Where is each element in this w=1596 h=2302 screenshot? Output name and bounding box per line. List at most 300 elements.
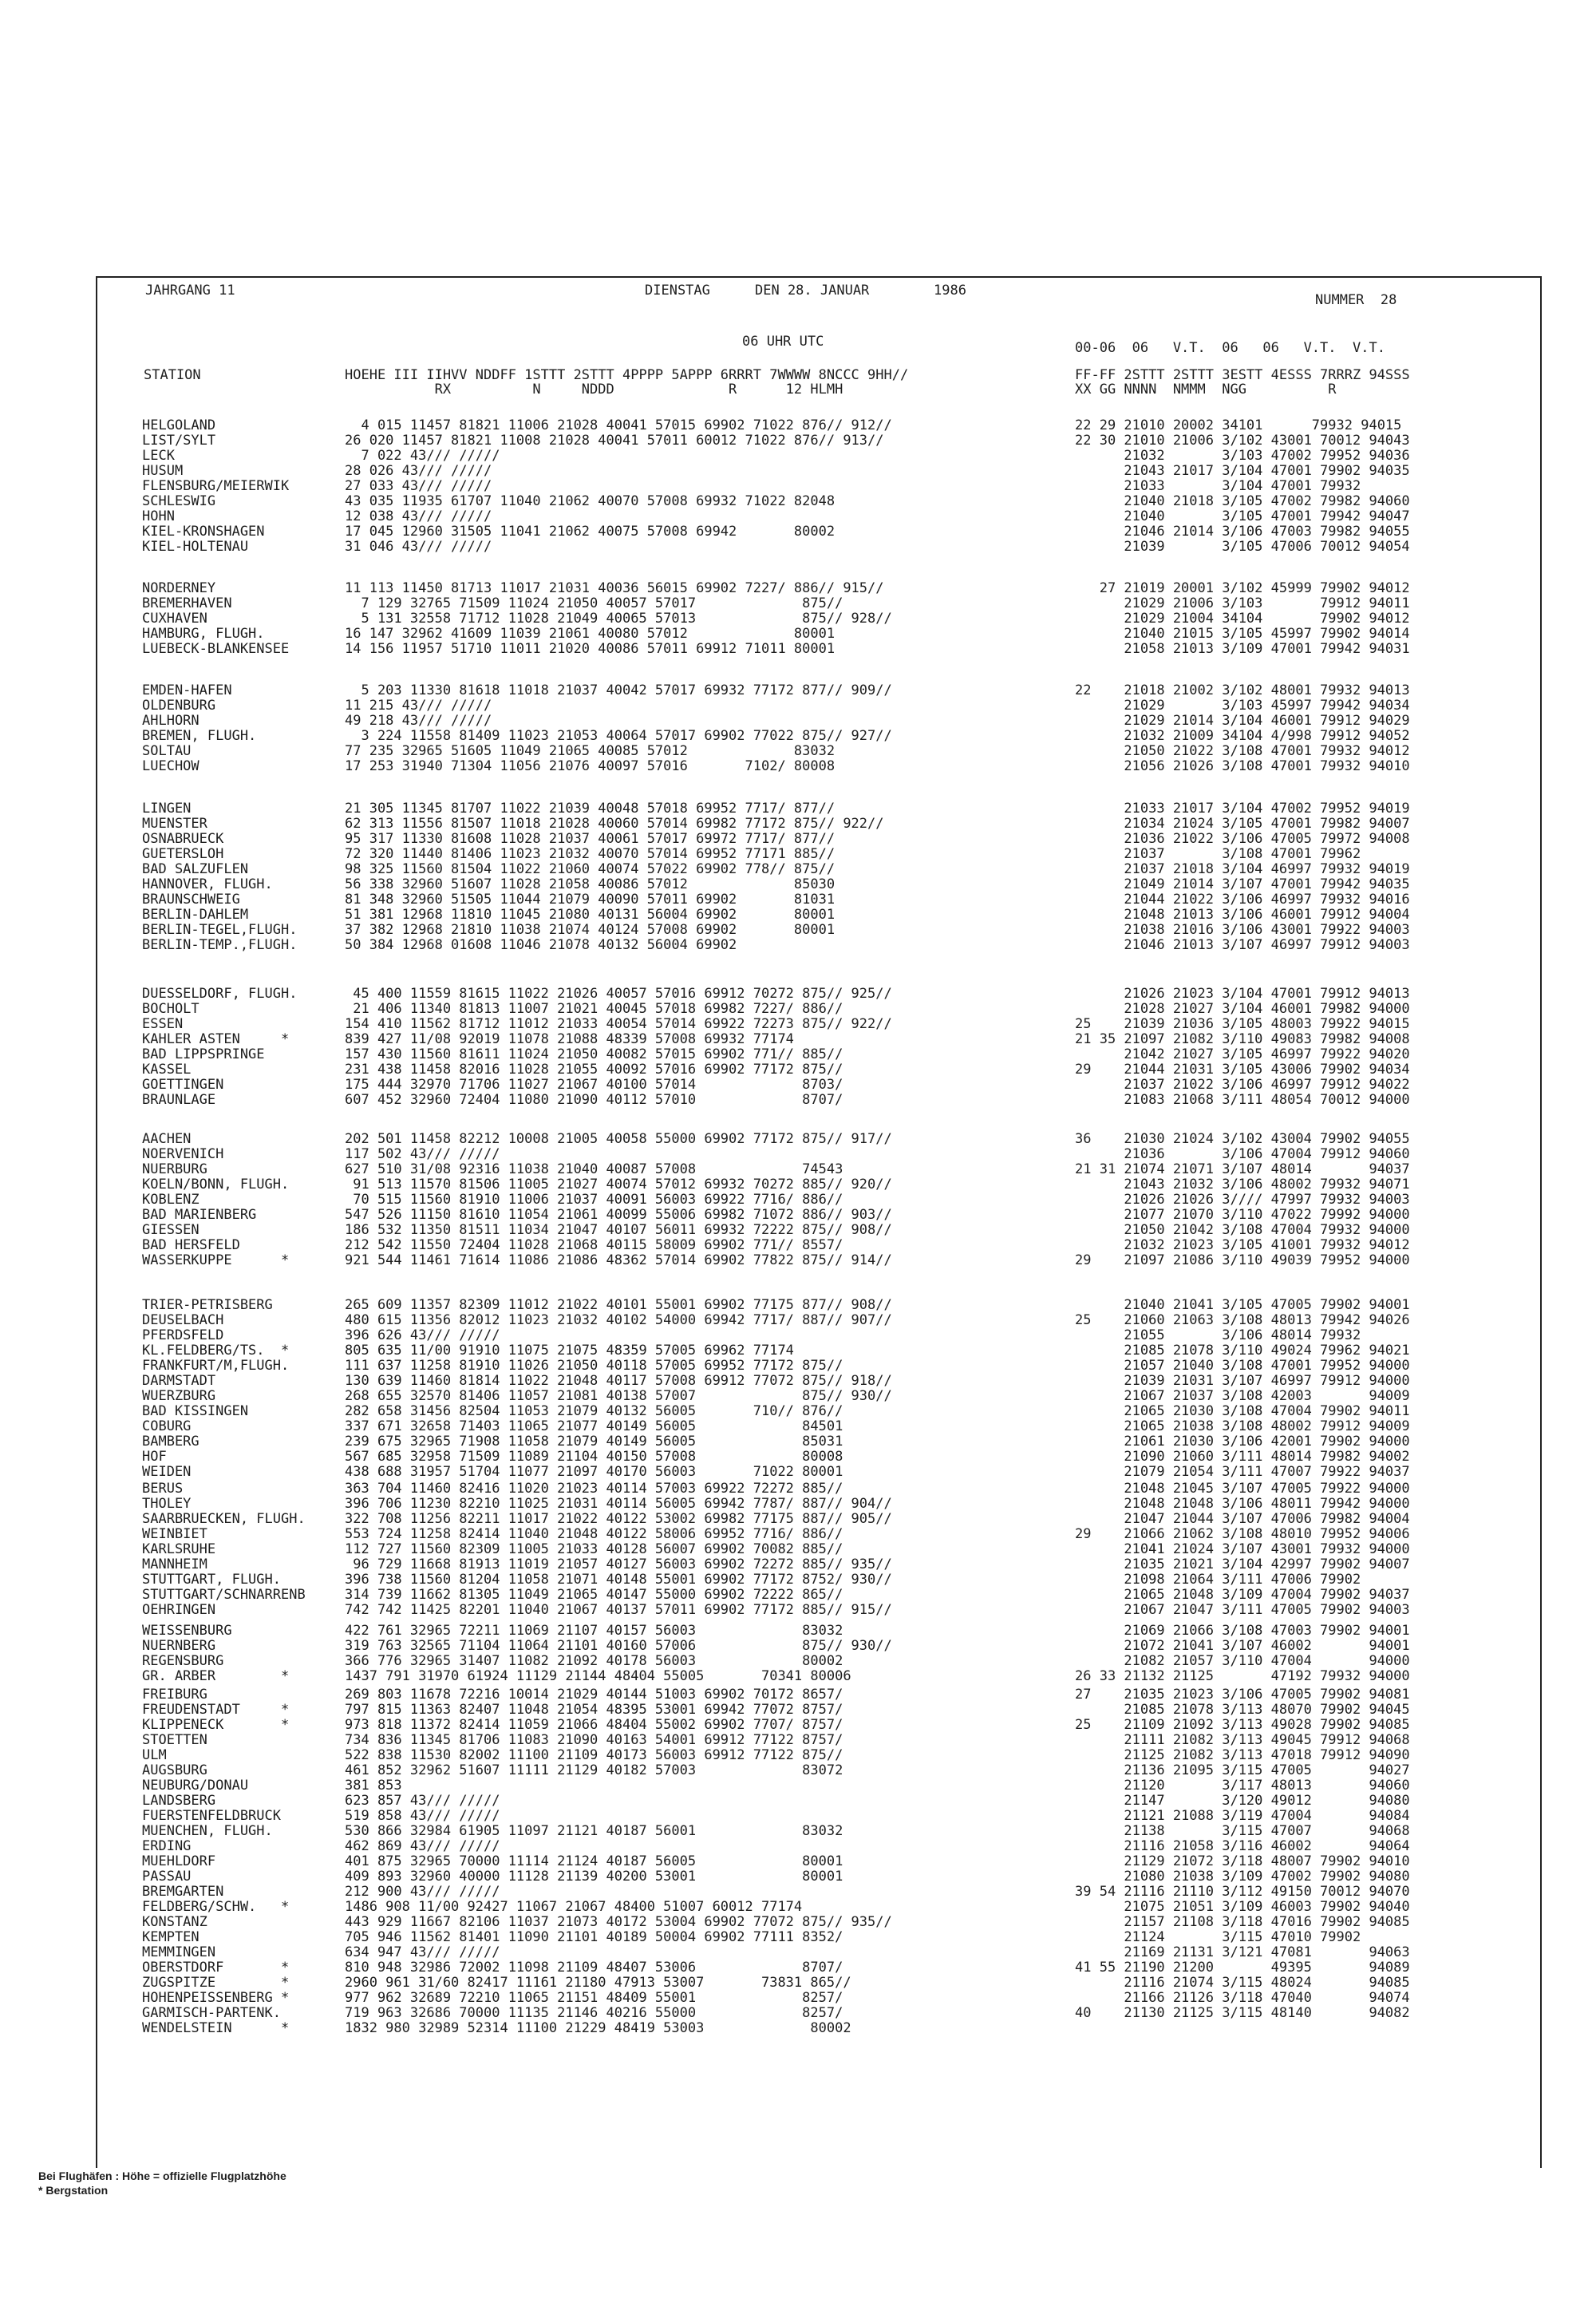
obs-row: 742 742 11425 82201 11040 21067 40137 57011 69902 77172 885// 915// bbox=[345, 1602, 892, 1618]
station-name: MUENSTER bbox=[142, 816, 207, 832]
obs-row: 16 147 32962 41609 11039 21061 40080 57012 80001 bbox=[345, 626, 836, 642]
obs-row: 265 609 11357 82309 11012 21022 40101 55001 69902 77175 877// 908// bbox=[345, 1297, 892, 1313]
obs-row: 973 818 11372 82414 11059 21066 48404 55002 69902 7707/ 8757/ bbox=[345, 1717, 843, 1733]
clim-row: 22 29 21010 20002 34101 79932 94015 bbox=[1075, 417, 1402, 433]
station-name: NUERBURG bbox=[142, 1161, 207, 1177]
obs-row: 21 305 11345 81707 11022 21039 40048 57018 69952 7717/ 877// bbox=[345, 801, 836, 817]
station-name: FELDBERG/SCHW. * bbox=[142, 1899, 290, 1915]
station-name: KL.FELDBERG/TS. * bbox=[142, 1343, 290, 1359]
station-name: EMDEN-HAFEN bbox=[142, 682, 232, 698]
obs-row: 522 838 11530 82002 11100 21109 40173 56003 69912 77122 875// bbox=[345, 1747, 843, 1763]
obs-row: 396 626 43/// ///// bbox=[345, 1327, 500, 1343]
clim-row: 21116 21074 3/115 48024 94085 bbox=[1075, 1975, 1410, 1991]
clim-row: 21037 3/108 47001 79962 bbox=[1075, 846, 1361, 862]
obs-row: 530 866 32984 61905 11097 21121 40187 56001 83032 bbox=[345, 1823, 843, 1839]
obs-row: 314 739 11662 81305 11049 21065 40147 55000 69902 72222 865// bbox=[345, 1587, 843, 1603]
clim-row: 21040 21018 3/105 47002 79982 94060 bbox=[1075, 493, 1410, 509]
station-name: HANNOVER, FLUGH. bbox=[142, 876, 273, 892]
clim-row: 21046 21013 3/107 46997 79912 94003 bbox=[1075, 937, 1410, 953]
station-name: OLDENBURG bbox=[142, 698, 216, 714]
obs-row: 11 215 43/// ///// bbox=[345, 698, 492, 714]
clim-row: 21065 21048 3/109 47004 79902 94037 bbox=[1075, 1587, 1410, 1603]
station-name: HELGOLAND bbox=[142, 417, 216, 433]
obs-row: 31 046 43/// ///// bbox=[345, 539, 492, 555]
stations-column bbox=[142, 1132, 289, 1268]
clim-row: 21036 21022 3/106 47005 79972 94008 bbox=[1075, 831, 1410, 847]
observation-time: 06 UHR UTC bbox=[742, 334, 824, 350]
station-name: KASSEL bbox=[142, 1062, 192, 1078]
obs-row: 401 875 32965 70000 11114 21124 40187 56005 80001 bbox=[345, 1853, 843, 1869]
station-name: BREMGARTEN bbox=[142, 1884, 224, 1900]
obs-row: 49 218 43/// ///// bbox=[345, 713, 492, 729]
clim-row: 21048 21013 3/106 46001 79912 94004 bbox=[1075, 907, 1410, 923]
clim-row: 21069 21066 3/108 47003 79902 94001 bbox=[1075, 1623, 1410, 1639]
clim-row: 21166 21126 3/118 47040 94074 bbox=[1075, 1990, 1410, 2006]
station-name: AHLHORN bbox=[142, 713, 200, 729]
station-name: MANNHEIM bbox=[142, 1556, 207, 1572]
station-name: KARLSRUHE bbox=[142, 1541, 216, 1557]
station-name: TRIER-PETRISBERG bbox=[142, 1297, 273, 1313]
obs-row: 409 893 32960 40000 11128 21139 40200 53001 80001 bbox=[345, 1869, 843, 1885]
station-name: GARMISCH-PARTENK. bbox=[142, 2005, 281, 2021]
clim-row: 21079 21054 3/111 47007 79922 94037 bbox=[1075, 1464, 1410, 1480]
obs-row: 50 384 12968 01608 11046 21078 40132 56004 69902 bbox=[345, 937, 737, 953]
obs-row: 212 542 11550 72404 11028 21068 40115 58009 69902 771// 8557/ bbox=[345, 1237, 843, 1253]
obs-row: 130 639 11460 81814 11022 21048 40117 57008 69912 77072 875// 918// bbox=[345, 1373, 892, 1389]
stations-column bbox=[142, 1298, 289, 1480]
stations-column bbox=[142, 418, 289, 555]
clim-row: 21065 21038 3/108 48002 79912 94009 bbox=[1075, 1418, 1410, 1434]
station-name: HAMBURG, FLUGH. bbox=[142, 626, 265, 642]
station-name: LECK bbox=[142, 448, 175, 464]
station-heading: STATION bbox=[144, 367, 201, 383]
station-name: FLENSBURG/MEIERWIK bbox=[142, 478, 290, 494]
stations-column bbox=[142, 581, 289, 657]
obs-row: 1486 908 11/00 92427 11067 21067 48400 51007 60012 77174 bbox=[345, 1899, 803, 1915]
obs-row: 381 853 bbox=[345, 1778, 402, 1794]
station-name: CUXHAVEN bbox=[142, 611, 207, 627]
clim-row: 21029 21004 34104 79902 94012 bbox=[1075, 611, 1410, 627]
station-name: BAD KISSINGEN bbox=[142, 1403, 249, 1419]
station-name: BERUS bbox=[142, 1481, 184, 1497]
volume-label: JAHRGANG 11 bbox=[145, 283, 235, 299]
obs-row: 839 427 11/08 92019 11078 21088 48339 57008 69932 77174 bbox=[345, 1031, 794, 1047]
obs-row: 95 317 11330 81608 11028 21037 40061 57017 69972 7717/ 877// bbox=[345, 831, 836, 847]
clim-column bbox=[1075, 1298, 1410, 1480]
obs-row: 567 685 32958 71509 11089 21104 40150 57008 80008 bbox=[345, 1449, 843, 1465]
obs-row: 322 708 11256 82211 11017 21022 40122 53002 69982 77175 887// 905// bbox=[345, 1511, 892, 1527]
clim-column bbox=[1075, 581, 1410, 657]
clim-row: 21049 21014 3/107 47001 79942 94035 bbox=[1075, 876, 1410, 892]
obs-row: 337 671 32658 71403 11065 21077 40149 56005 84501 bbox=[345, 1418, 843, 1434]
station-name: GIESSEN bbox=[142, 1222, 200, 1238]
clim-row: 21032 21009 34104 4/998 79912 94052 bbox=[1075, 728, 1410, 744]
stations-column bbox=[142, 1481, 306, 1618]
stations-column bbox=[142, 987, 297, 1108]
station-name: KIEL-KRONSHAGEN bbox=[142, 524, 265, 540]
clim-row: 21048 21048 3/106 48011 79942 94000 bbox=[1075, 1496, 1410, 1512]
obs-row: 154 410 11562 81712 11012 21033 40054 57014 69922 72273 875// 922// bbox=[345, 1016, 892, 1032]
station-name: KIEL-HOLTENAU bbox=[142, 539, 249, 555]
obs-row: 62 313 11556 81507 11018 21028 40060 57014 69982 77172 875// 922// bbox=[345, 816, 884, 832]
obs-row: 810 948 32986 72002 11098 21109 48407 53006 8707/ bbox=[345, 1960, 843, 1976]
obs-row: 438 688 31957 51704 11077 21097 40170 56003 71022 80001 bbox=[345, 1464, 843, 1480]
clim-row: 21041 21024 3/107 43001 79932 94000 bbox=[1075, 1541, 1410, 1557]
obs-row: 231 438 11458 82016 11028 21055 40092 57016 69902 77172 875// bbox=[345, 1062, 843, 1078]
obs-column bbox=[345, 581, 892, 657]
obs-row: 1437 791 31970 61924 11129 21144 48404 55005 70341 80006 bbox=[345, 1668, 851, 1684]
obs-row: 17 253 31940 71304 11056 21076 40097 57016 7102/ 80008 bbox=[345, 758, 836, 774]
clim-row: 39 54 21116 21110 3/112 49150 70012 94070 bbox=[1075, 1884, 1410, 1900]
clim-column bbox=[1075, 683, 1410, 774]
station-name: STOETTEN bbox=[142, 1732, 207, 1748]
obs-column bbox=[345, 987, 892, 1108]
station-name: BRAUNLAGE bbox=[142, 1092, 216, 1108]
obs-row: 553 724 11258 82414 11040 21048 40122 58006 69952 7716/ 886// bbox=[345, 1526, 843, 1542]
clim-column bbox=[1075, 418, 1410, 555]
clim-row: 21124 3/115 47010 79902 bbox=[1075, 1929, 1361, 1945]
obs-row: 212 900 43/// ///// bbox=[345, 1884, 500, 1900]
clim-row: 21026 21026 3//// 47997 79932 94003 bbox=[1075, 1192, 1410, 1208]
station-name: DUESSELDORF, FLUGH. bbox=[142, 986, 298, 1002]
obs-heading-1: HOEHE III IIHVV NDDFF 1STTT 2STTT 4PPPP 5APPP 6RRRT 7WWWW 8NCCC 9HH// bbox=[345, 367, 909, 383]
clim-row: 21121 21088 3/119 47004 94084 bbox=[1075, 1808, 1410, 1824]
station-name: KAHLER ASTEN * bbox=[142, 1031, 290, 1047]
clim-column bbox=[1075, 1624, 1410, 1684]
clim-row: 21033 21017 3/104 47002 79952 94019 bbox=[1075, 801, 1410, 817]
station-name: NOERVENICH bbox=[142, 1146, 224, 1162]
station-name: AUGSBURG bbox=[142, 1762, 207, 1778]
clim-row: 21120 3/117 48013 94060 bbox=[1075, 1778, 1410, 1794]
stations-column bbox=[142, 1687, 289, 2036]
station-name: WASSERKUPPE * bbox=[142, 1252, 290, 1268]
obs-column bbox=[345, 1624, 892, 1684]
obs-row: 51 381 12968 11810 11045 21080 40131 56004 69902 80001 bbox=[345, 907, 836, 923]
clim-row: 29 21066 21062 3/108 48010 79952 94006 bbox=[1075, 1526, 1410, 1542]
obs-row: 627 510 31/08 92316 11038 21040 40087 57008 74543 bbox=[345, 1161, 843, 1177]
obs-row: 422 761 32965 72211 11069 21107 40157 56003 83032 bbox=[345, 1623, 843, 1639]
obs-row: 14 156 11957 51710 11011 21020 40086 57011 69912 71011 80001 bbox=[345, 641, 836, 657]
clim-row: 41 55 21190 21200 49395 94089 bbox=[1075, 1960, 1410, 1976]
clim-row: 21028 21027 3/104 46001 79982 94000 bbox=[1075, 1001, 1410, 1017]
obs-row: 17 045 12960 31505 11041 21062 40075 57008 69942 80002 bbox=[345, 524, 836, 540]
clim-row: 21037 21018 3/104 46997 79932 94019 bbox=[1075, 861, 1410, 877]
station-name: BERLIN-TEMP.,FLUGH. bbox=[142, 937, 298, 953]
obs-row: 634 947 43/// ///// bbox=[345, 1944, 500, 1960]
obs-row: 26 020 11457 81821 11008 21028 40041 57011 60012 71022 876// 913// bbox=[345, 433, 884, 449]
station-name: OSNABRUECK bbox=[142, 831, 224, 847]
obs-row: 480 615 11356 82012 11023 21032 40102 54000 69942 7717/ 887// 907// bbox=[345, 1312, 892, 1328]
station-name: KONSTANZ bbox=[142, 1914, 207, 1930]
obs-row: 3 224 11558 81409 11023 21053 40064 57017 69902 77022 875// 927// bbox=[345, 728, 892, 744]
clim-row: 21036 3/106 47004 79912 94060 bbox=[1075, 1146, 1410, 1162]
station-name: BAD SALZUFLEN bbox=[142, 861, 249, 877]
footnote-mountain-station: * Bergstation bbox=[38, 2184, 109, 2197]
station-name: HOF bbox=[142, 1449, 167, 1465]
clim-row: 21029 21006 3/103 79912 94011 bbox=[1075, 595, 1410, 611]
clim-row: 21029 21014 3/104 46001 79912 94029 bbox=[1075, 713, 1410, 729]
clim-row: 21044 21022 3/106 46997 79932 94016 bbox=[1075, 892, 1410, 908]
obs-row: 396 706 11230 82210 11025 21031 40114 56005 69942 7787/ 887// 904// bbox=[345, 1496, 892, 1512]
station-name: BRAUNSCHWEIG bbox=[142, 892, 240, 908]
obs-row: 461 852 32962 51607 11111 21129 40182 57003 83072 bbox=[345, 1762, 843, 1778]
weekday: DIENSTAG bbox=[645, 283, 710, 299]
clim-row: 21075 21051 3/109 46003 79902 94040 bbox=[1075, 1899, 1410, 1915]
station-name: ULM bbox=[142, 1747, 167, 1763]
obs-row: 91 513 11570 81506 11005 21027 40074 57012 69932 70272 885// 920// bbox=[345, 1177, 892, 1193]
clim-row: 21032 21023 3/105 41001 79932 94012 bbox=[1075, 1237, 1410, 1253]
stations-column bbox=[142, 801, 297, 953]
footnote-airports: Bei Flughäfen : Höhe = offizielle Flugplatzhöhe bbox=[38, 2169, 286, 2182]
clim-row: 21047 21044 3/107 47006 79982 94004 bbox=[1075, 1511, 1410, 1527]
clim-row: 21035 21021 3/104 42997 79902 94007 bbox=[1075, 1556, 1410, 1572]
obs-row: 607 452 32960 72404 11080 21090 40112 57010 8707/ bbox=[345, 1092, 843, 1108]
station-name: AACHEN bbox=[142, 1131, 192, 1147]
obs-row: 186 532 11350 81511 11034 21047 40107 56011 69932 72222 875// 908// bbox=[345, 1222, 892, 1238]
clim-row: 21040 21041 3/105 47005 79902 94001 bbox=[1075, 1297, 1410, 1313]
station-name: WENDELSTEIN * bbox=[142, 2020, 290, 2036]
obs-row: 175 444 32970 71706 11027 21067 40100 57014 8703/ bbox=[345, 1077, 843, 1093]
obs-row: 1832 980 32989 52314 11100 21229 48419 53003 80002 bbox=[345, 2020, 851, 2036]
obs-row: 797 815 11363 82407 11048 21054 48395 53001 69942 77072 8757/ bbox=[345, 1702, 843, 1718]
clim-row: 21040 21015 3/105 45997 79902 94014 bbox=[1075, 626, 1410, 642]
clim-row: 21157 21108 3/118 47016 79902 94085 bbox=[1075, 1914, 1410, 1930]
obs-row: 319 763 32565 71104 11064 21101 40160 57006 875// 930// bbox=[345, 1638, 892, 1654]
station-name: LUECHOW bbox=[142, 758, 200, 774]
station-name: FREIBURG bbox=[142, 1687, 207, 1703]
obs-row: 43 035 11935 61707 11040 21062 40070 57008 69932 71022 82048 bbox=[345, 493, 836, 509]
obs-row: 45 400 11559 81615 11022 21026 40057 57016 69912 70272 875// 925// bbox=[345, 986, 892, 1002]
clim-row: 21090 21060 3/111 48014 79982 94002 bbox=[1075, 1449, 1410, 1465]
clim-heading-2: XX GG NNNN NMMM NGG R bbox=[1075, 382, 1337, 398]
clim-row: 21125 21082 3/113 47018 79912 94090 bbox=[1075, 1747, 1410, 1763]
clim-row: 25 21109 21092 3/113 49028 79902 94085 bbox=[1075, 1717, 1410, 1733]
obs-row: 7 022 43/// ///// bbox=[345, 448, 500, 464]
station-name: SOLTAU bbox=[142, 743, 192, 759]
clim-row: 29 21044 21031 3/105 43006 79902 94034 bbox=[1075, 1062, 1410, 1078]
obs-row: 28 026 43/// ///// bbox=[345, 463, 492, 479]
clim-column bbox=[1075, 1687, 1410, 2021]
clim-row: 21 31 21074 21071 3/107 48014 94037 bbox=[1075, 1161, 1410, 1177]
station-name: SAARBRUECKEN, FLUGH. bbox=[142, 1511, 306, 1527]
obs-row: 72 320 11440 81406 11023 21032 40070 57014 69952 77171 885// bbox=[345, 846, 836, 862]
station-name: FUERSTENFELDBRUCK bbox=[142, 1808, 281, 1824]
clim-row: 21061 21030 3/106 42001 79902 94000 bbox=[1075, 1434, 1410, 1450]
obs-row: 282 658 31456 82504 11053 21079 40132 56005 710// 876// bbox=[345, 1403, 843, 1419]
clim-row: 21085 21078 3/110 49024 79962 94021 bbox=[1075, 1343, 1410, 1359]
station-name: COBURG bbox=[142, 1418, 192, 1434]
station-name: WUERZBURG bbox=[142, 1388, 216, 1404]
obs-row: 12 038 43/// ///// bbox=[345, 508, 492, 524]
obs-row: 547 526 11150 81610 11054 21061 40099 55006 69982 71072 886// 903// bbox=[345, 1207, 892, 1223]
clim-row: 40 21130 21125 3/115 48140 94082 bbox=[1075, 2005, 1410, 2021]
obs-row: 443 929 11667 82106 11037 21073 40172 53004 69902 77072 875// 935// bbox=[345, 1914, 892, 1930]
clim-row: 21129 21072 3/118 48007 79902 94010 bbox=[1075, 1853, 1410, 1869]
clim-column bbox=[1075, 1481, 1410, 1618]
obs-row: 623 857 43/// ///// bbox=[345, 1793, 500, 1809]
obs-row: 734 836 11345 81706 11083 21090 40163 54001 69912 77122 8757/ bbox=[345, 1732, 843, 1748]
obs-row: 70 515 11560 81910 11006 21037 40091 56003 69922 7716/ 886// bbox=[345, 1192, 843, 1208]
clim-row: 25 21039 21036 3/105 48003 79922 94015 bbox=[1075, 1016, 1410, 1032]
clim-row: 21169 21131 3/121 47081 94063 bbox=[1075, 1944, 1410, 1960]
obs-row: 96 729 11668 81913 11019 21057 40127 56003 69902 72272 885// 935// bbox=[345, 1556, 892, 1572]
obs-row: 2960 961 31/60 82417 11161 21180 47913 53007 73831 865// bbox=[345, 1975, 851, 1991]
clim-row: 21056 21026 3/108 47001 79932 94010 bbox=[1075, 758, 1410, 774]
stations-column bbox=[142, 683, 256, 774]
station-name: NORDERNEY bbox=[142, 580, 216, 596]
clim-row: 21039 3/105 47006 70012 94054 bbox=[1075, 539, 1410, 555]
station-name: KOELN/BONN, FLUGH. bbox=[142, 1177, 290, 1193]
station-name: STUTTGART, FLUGH. bbox=[142, 1572, 281, 1588]
clim-row: 21147 3/120 49012 94080 bbox=[1075, 1793, 1410, 1809]
station-name: OEHRINGEN bbox=[142, 1602, 216, 1618]
station-name: HOHN bbox=[142, 508, 175, 524]
clim-row: 21043 21032 3/106 48002 79932 94071 bbox=[1075, 1177, 1410, 1193]
clim-row: 22 21018 21002 3/102 48001 79932 94013 bbox=[1075, 682, 1410, 698]
station-name: BAD HERSFELD bbox=[142, 1237, 240, 1253]
station-name: HOHENPEISSENBERG * bbox=[142, 1990, 290, 2006]
obs-row: 11 113 11450 81713 11017 21031 40036 56015 69902 7227/ 886// 915// bbox=[345, 580, 884, 596]
clim-row: 27 21035 21023 3/106 47005 79902 94081 bbox=[1075, 1687, 1410, 1703]
station-name: GUETERSLOH bbox=[142, 846, 224, 862]
clim-row: 21065 21030 3/108 47004 79902 94011 bbox=[1075, 1403, 1410, 1419]
obs-row: 5 131 32558 71712 11028 21049 40065 57013 875// 928// bbox=[345, 611, 892, 627]
station-name: WEINBIET bbox=[142, 1526, 207, 1542]
obs-row: 4 015 11457 81821 11006 21028 40041 57015 69902 71022 876// 912// bbox=[345, 417, 892, 433]
clim-row: 21038 21016 3/106 43001 79922 94003 bbox=[1075, 922, 1410, 938]
station-name: DARMSTADT bbox=[142, 1373, 216, 1389]
station-name: LINGEN bbox=[142, 801, 192, 817]
issue-number: NUMMER 28 bbox=[1315, 292, 1397, 308]
clim-row: 21058 21013 3/109 47001 79942 94031 bbox=[1075, 641, 1410, 657]
obs-row: 7 129 32765 71509 11024 21050 40057 57017 875// bbox=[345, 595, 843, 611]
clim-row: 21111 21082 3/113 49045 79912 94068 bbox=[1075, 1732, 1410, 1748]
obs-row: 239 675 32965 71908 11058 21079 40149 56005 85031 bbox=[345, 1434, 843, 1450]
clim-row: 21 35 21097 21082 3/110 49083 79982 94008 bbox=[1075, 1031, 1410, 1047]
date: DEN 28. JANUAR bbox=[755, 283, 870, 299]
clim-row: 25 21060 21063 3/108 48013 79942 94026 bbox=[1075, 1312, 1410, 1328]
clim-row: 21077 21070 3/110 47022 79992 94000 bbox=[1075, 1207, 1410, 1223]
obs-row: 77 235 32965 51605 11049 21065 40085 57012 83032 bbox=[345, 743, 836, 759]
station-name: BOCHOLT bbox=[142, 1001, 200, 1017]
obs-column bbox=[345, 801, 884, 953]
clim-row: 36 21030 21024 3/102 43004 79902 94055 bbox=[1075, 1131, 1410, 1147]
station-name: THOLEY bbox=[142, 1496, 192, 1512]
clim-row: 21080 21038 3/109 47002 79902 94080 bbox=[1075, 1869, 1410, 1885]
clim-row: 21116 21058 3/116 46002 94064 bbox=[1075, 1838, 1410, 1854]
obs-row: 921 544 11461 71614 11086 21086 48362 57014 69902 77822 875// 914// bbox=[345, 1252, 892, 1268]
clim-row: 21055 3/106 48014 79932 bbox=[1075, 1327, 1361, 1343]
obs-row: 462 869 43/// ///// bbox=[345, 1838, 500, 1854]
clim-row: 21082 21057 3/110 47004 94000 bbox=[1075, 1653, 1410, 1669]
clim-row: 29 21097 21086 3/110 49039 79952 94000 bbox=[1075, 1252, 1410, 1268]
obs-row: 396 738 11560 81204 11058 21071 40148 55001 69902 77172 8752/ 930// bbox=[345, 1572, 892, 1588]
obs-row: 805 635 11/00 91910 11075 21075 48359 57005 69962 77174 bbox=[345, 1343, 794, 1359]
station-name: NUERNBERG bbox=[142, 1638, 216, 1654]
obs-column bbox=[345, 1298, 892, 1480]
clim-row: 21048 21045 3/107 47005 79922 94000 bbox=[1075, 1481, 1410, 1497]
obs-row: 81 348 32960 51505 11044 21079 40090 57011 69902 81031 bbox=[345, 892, 836, 908]
obs-column bbox=[345, 1687, 892, 2036]
clim-heading-top: 00-06 06 V.T. 06 06 V.T. V.T. bbox=[1075, 340, 1385, 356]
station-name: FRANKFURT/M,FLUGH. bbox=[142, 1358, 290, 1374]
clim-row: 21040 3/105 47001 79942 94047 bbox=[1075, 508, 1410, 524]
station-name: ZUGSPITZE * bbox=[142, 1975, 290, 1991]
clim-row: 21029 3/103 45997 79942 94034 bbox=[1075, 698, 1410, 714]
station-name: FREUDENSTADT * bbox=[142, 1702, 290, 1718]
obs-row: 977 962 32689 72210 11065 21151 48409 55001 8257/ bbox=[345, 1990, 843, 2006]
station-name: MUENCHEN, FLUGH. bbox=[142, 1823, 273, 1839]
obs-column bbox=[345, 418, 892, 555]
obs-row: 519 858 43/// ///// bbox=[345, 1808, 500, 1824]
station-name: PFERDSFELD bbox=[142, 1327, 224, 1343]
station-name: BAD MARIENBERG bbox=[142, 1207, 257, 1223]
station-name: BAD LIPPSPRINGE bbox=[142, 1046, 265, 1062]
clim-row: 21037 21022 3/106 46997 79912 94022 bbox=[1075, 1077, 1410, 1093]
station-name: KOBLENZ bbox=[142, 1192, 200, 1208]
obs-row: 268 655 32570 81406 11057 21081 40138 57007 875// 930// bbox=[345, 1388, 892, 1404]
station-name: DEUSELBACH bbox=[142, 1312, 224, 1328]
clim-row: 21136 21095 3/115 47005 94027 bbox=[1075, 1762, 1410, 1778]
clim-row: 21050 21022 3/108 47001 79932 94012 bbox=[1075, 743, 1410, 759]
station-name: GOETTINGEN bbox=[142, 1077, 224, 1093]
clim-column bbox=[1075, 801, 1410, 953]
station-name: WEISSENBURG bbox=[142, 1623, 232, 1639]
station-name: NEUBURG/DONAU bbox=[142, 1778, 249, 1794]
clim-row: 21067 21037 3/108 42003 94009 bbox=[1075, 1388, 1410, 1404]
clim-heading-1: FF-FF 2STTT 2STTT 3ESTT 4ESSS 7RRRZ 94SSS bbox=[1075, 367, 1410, 383]
obs-column bbox=[345, 1132, 892, 1268]
clim-row: 26 33 21132 21125 47192 79932 94000 bbox=[1075, 1668, 1410, 1684]
clim-row: 22 30 21010 21006 3/102 43001 70012 94043 bbox=[1075, 433, 1410, 449]
station-name: LANDSBERG bbox=[142, 1793, 216, 1809]
obs-heading-2: RX N NDDD R 12 HLMH bbox=[345, 382, 843, 398]
clim-row: 21033 3/104 47001 79932 bbox=[1075, 478, 1361, 494]
clim-row: 21034 21024 3/105 47001 79982 94007 bbox=[1075, 816, 1410, 832]
clim-row: 21046 21014 3/106 47003 79982 94055 bbox=[1075, 524, 1410, 540]
clim-row: 21050 21042 3/108 47004 79932 94000 bbox=[1075, 1222, 1410, 1238]
clim-row: 21043 21017 3/104 47001 79902 94035 bbox=[1075, 463, 1410, 479]
obs-row: 366 776 32965 31407 11082 21092 40178 56003 80002 bbox=[345, 1653, 843, 1669]
clim-row: 21138 3/115 47007 94068 bbox=[1075, 1823, 1410, 1839]
obs-row: 5 203 11330 81618 11018 21037 40042 57017 69932 77172 877// 909// bbox=[345, 682, 892, 698]
station-name: KLIPPENECK * bbox=[142, 1717, 290, 1733]
station-name: BREMERHAVEN bbox=[142, 595, 232, 611]
station-name: BERLIN-TEGEL,FLUGH. bbox=[142, 922, 298, 938]
obs-column bbox=[345, 683, 892, 774]
station-name: MEMMINGEN bbox=[142, 1944, 216, 1960]
station-name: REGENSBURG bbox=[142, 1653, 224, 1669]
clim-row: 21085 21078 3/113 48070 79902 94045 bbox=[1075, 1702, 1410, 1718]
obs-row: 117 502 43/// ///// bbox=[345, 1146, 500, 1162]
obs-row: 363 704 11460 82416 11020 21023 40114 57003 69922 72272 885// bbox=[345, 1481, 843, 1497]
obs-row: 202 501 11458 82212 10008 21005 40058 55000 69902 77172 875// 917// bbox=[345, 1131, 892, 1147]
station-name: BERLIN-DAHLEM bbox=[142, 907, 249, 923]
clim-row: 21067 21047 3/111 47005 79902 94003 bbox=[1075, 1602, 1410, 1618]
obs-row: 98 325 11560 81504 11022 21060 40074 57022 69902 778// 875// bbox=[345, 861, 836, 877]
clim-row: 21098 21064 3/111 47006 79902 bbox=[1075, 1572, 1361, 1588]
obs-row: 37 382 12968 21810 11038 21074 40124 57008 69902 80001 bbox=[345, 922, 836, 938]
clim-column bbox=[1075, 1132, 1410, 1268]
obs-row: 21 406 11340 81813 11007 21021 40045 57018 69982 7227/ 886// bbox=[345, 1001, 843, 1017]
station-name: SCHLESWIG bbox=[142, 493, 216, 509]
station-name: LUEBECK-BLANKENSEE bbox=[142, 641, 290, 657]
clim-row: 21042 21027 3/105 46997 79922 94020 bbox=[1075, 1046, 1410, 1062]
obs-row: 705 946 11562 81401 11090 21101 40189 50004 69902 77111 8352/ bbox=[345, 1929, 843, 1945]
obs-row: 56 338 32960 51607 11028 21058 40086 57012 85030 bbox=[345, 876, 836, 892]
clim-row: 21072 21041 3/107 46002 94001 bbox=[1075, 1638, 1410, 1654]
station-name: HUSUM bbox=[142, 463, 184, 479]
